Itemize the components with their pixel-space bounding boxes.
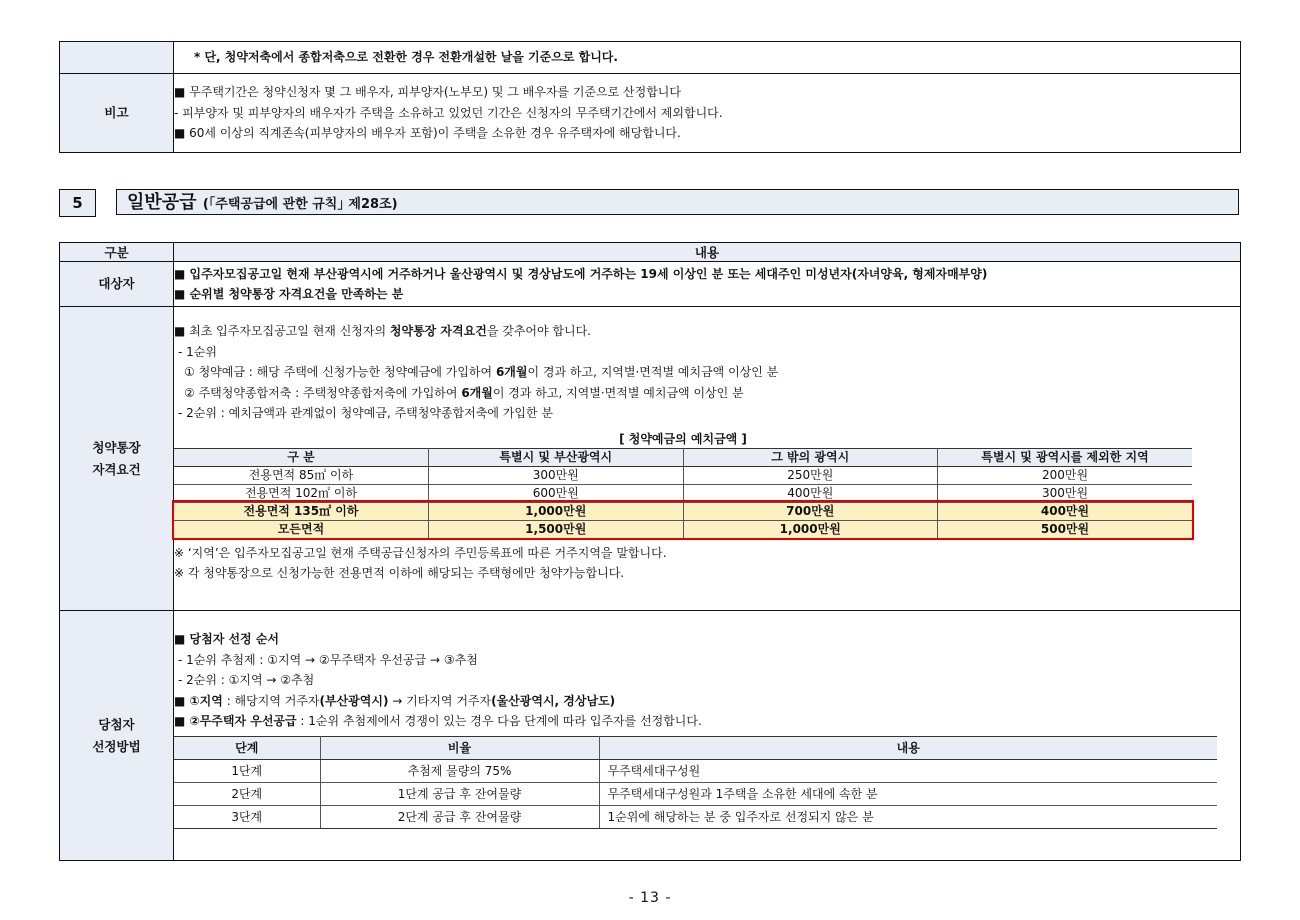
step-header-row xyxy=(174,736,1217,759)
selection-label-line-2: 선정방법 xyxy=(92,738,141,754)
step-table xyxy=(174,736,1217,829)
remarks-table xyxy=(59,41,1241,153)
step-cell: 1순위에 해당하는 분 중 입주자로 선정되지 않은 분 xyxy=(599,805,1217,828)
deposit-row xyxy=(174,484,1192,502)
empty-label-cell xyxy=(60,42,174,74)
rank1-item-1 xyxy=(174,362,1240,383)
selection-label xyxy=(60,611,174,861)
step-cell: 무주택세대구성원 xyxy=(599,759,1217,782)
deposit-row xyxy=(174,466,1192,484)
qualification-note-1: ※ ‘지역’은 입주자모집공고일 현재 주택공급신청자의 주민등록표에 따른 거주지역을 말합니다. xyxy=(174,545,667,560)
selection-region-line xyxy=(174,691,1240,712)
item2-text-end: 이 경과 하고, 지역별·면적별 예치금액 이상인 분 xyxy=(492,385,744,400)
target-label: 대상자 xyxy=(60,262,174,307)
qualification-label xyxy=(60,307,174,611)
selection-order-rank1: - 1순위 추첨제 : ①지역 → ②무주택자 우선공급 → ③추첨 xyxy=(178,652,478,667)
item1-text: ① 청약예금 : 해당 주택에 신청가능한 청약예금에 가입하여 xyxy=(184,365,496,379)
note-cell xyxy=(174,42,1241,74)
step-cell: 추첨제 물량의 75% xyxy=(320,759,599,782)
region-bold: ■ ①지역 xyxy=(174,693,223,708)
qualification-label-line-2: 자격요건 xyxy=(92,461,141,477)
selection-order-rank2: - 2순위 : ①지역 → ②추첨 xyxy=(178,673,315,687)
deposit-cell: 300만원 xyxy=(938,484,1193,502)
remark-line-1: ■ 무주택기간은 청약신청자 몇 그 배우자, 피부양자(노부모) 및 그 배우자를 기준으로 산정합니다 xyxy=(174,85,681,100)
section-subtitle: (｢주택공급에 관한 규칙｣ 제28조) xyxy=(202,197,398,212)
step-row xyxy=(174,759,1217,782)
remark-line-3: ■ 60세 이상의 직계존속(피부양자의 배우자 포함)이 주택을 소유한 경우 유주택자에 해당합니다. xyxy=(174,126,681,141)
deposit-cell: 400만원 xyxy=(938,502,1193,520)
step-cell: 무주택세대구성원과 1주택을 소유한 세대에 속한 분 xyxy=(599,782,1217,805)
section-title: 일반공급 xyxy=(127,192,197,213)
region-text: : 해당지역 거주자 xyxy=(222,693,320,708)
qualification-note-2: ※ 각 청약통장으로 신청가능한 전용면적 이하에 해당되는 주택형에만 청약가능합니다. xyxy=(174,566,625,580)
item1-text-end: 이 경과 하고, 지역별·면적별 예치금액 이상인 분 xyxy=(527,365,779,379)
priority-text: : 1순위 추첨제에서 경쟁이 있는 경우 다음 단계에 따라 입주자를 선정합니다. xyxy=(296,714,702,728)
deposit-cell: 250만원 xyxy=(683,466,938,484)
step-row xyxy=(174,805,1217,828)
deposit-cell: 400만원 xyxy=(683,484,938,502)
step-cell: 3단계 xyxy=(174,805,320,828)
deposit-caption: [ 청약예금의 예치금액 ] xyxy=(619,431,747,446)
selection-order-title: ■ 당첨자 선정 순서 xyxy=(174,632,280,646)
deposit-header-category: 구 분 xyxy=(174,448,429,466)
general-supply-table xyxy=(59,242,1241,861)
rank1-heading: - 1순위 xyxy=(178,344,217,359)
deposit-cell: 전용면적 85㎡ 이하 xyxy=(174,466,429,484)
deposit-cell: 1,500만원 xyxy=(429,520,684,538)
intro-bold: 청약통장 자격요건 xyxy=(389,324,487,338)
deposit-header-busan: 특별시 및 부산광역시 xyxy=(429,448,684,466)
deposit-header-row xyxy=(174,448,1192,466)
item1-bold: 6개월 xyxy=(495,365,528,379)
selection-content xyxy=(174,611,1241,861)
deposit-header-other-region: 특별시 및 광역시를 제외한 지역 xyxy=(938,448,1193,466)
section-number: 5 xyxy=(59,189,96,217)
section-header xyxy=(59,189,1241,217)
step-header-content: 내용 xyxy=(599,736,1217,759)
target-content xyxy=(174,262,1241,307)
remark-content xyxy=(174,74,1241,153)
deposit-cell: 200만원 xyxy=(938,466,1193,484)
rank2-line: - 2순위 : 예치금액과 관계없이 청약예금, 주택청약종합저축에 가입한 분 xyxy=(178,406,553,420)
page-number: - 13 - xyxy=(628,890,672,906)
rank1-item-2 xyxy=(174,383,1240,404)
deposit-cell: 1,000만원 xyxy=(683,520,938,538)
intro-text-end: 을 갖추어야 합니다. xyxy=(486,324,591,338)
priority-bold: ■ ②무주택자 우선공급 xyxy=(174,714,297,728)
deposit-row-highlighted xyxy=(174,502,1192,520)
deposit-header-other-metro: 그 밖의 광역시 xyxy=(683,448,938,466)
region-busan: (부산광역시) xyxy=(319,693,389,708)
target-line-1: ■ 입주자모집공고일 현재 부산광역시에 거주하거나 울산광역시 및 경상남도에 거주하는 19세 이상인 분 또는 세대주인 미성년자(자녀양육, 형제자매부양) xyxy=(174,266,988,281)
step-row xyxy=(174,782,1217,805)
deposit-cell: 전용면적 135㎡ 이하 xyxy=(174,502,429,520)
intro-text: ■ 최초 입주자모집공고일 현재 신청자의 xyxy=(174,324,390,338)
item2-text: ② 주택청약종합저축 : 주택청약종합저축에 가입하여 xyxy=(184,385,462,400)
deposit-cell: 모든면적 xyxy=(174,520,429,538)
step-header-ratio: 비율 xyxy=(320,736,599,759)
section-title-box xyxy=(116,189,1239,215)
deposit-cell: 1,000만원 xyxy=(429,502,684,520)
deposit-cell: 300만원 xyxy=(429,466,684,484)
selection-label-line-1: 당첨자 xyxy=(98,716,135,732)
qualification-label-line-1: 청약통장 xyxy=(92,439,141,455)
step-cell: 2단계 xyxy=(174,782,320,805)
step-cell: 2단계 공급 후 잔여물량 xyxy=(320,805,599,828)
deposit-cell: 전용면적 102㎡ 이하 xyxy=(174,484,429,502)
item2-bold: 6개월 xyxy=(461,385,493,400)
deposit-cell: 500만원 xyxy=(938,520,1193,538)
remark-line-2: - 피부양자 및 피부양자의 배우자가 주택을 소유하고 있었던 기간은 신청자의 무주택기간에서 제외합니다. xyxy=(174,105,723,120)
step-cell: 1단계 공급 후 잔여물량 xyxy=(320,782,599,805)
header-col-content: 내용 xyxy=(174,243,1241,262)
target-line-2: ■ 순위별 청약통장 자격요건을 만족하는 분 xyxy=(174,287,404,301)
qualification-intro xyxy=(174,321,1240,342)
selection-priority-line xyxy=(174,711,1240,732)
deposit-row-highlighted xyxy=(174,520,1192,538)
region-others: (울산광역시, 경상남도) xyxy=(491,693,616,708)
conversion-note: * 단, 청약저축에서 종합저축으로 전환한 경우 전환개설한 날을 기준으로 합니다. xyxy=(194,50,618,65)
region-text-2: → 기타지역 거주자 xyxy=(388,693,492,708)
header-col-category: 구분 xyxy=(60,243,174,262)
remark-label: 비고 xyxy=(60,74,174,153)
step-header-stage: 단계 xyxy=(174,736,320,759)
deposit-table xyxy=(174,448,1192,539)
deposit-cell: 600만원 xyxy=(429,484,684,502)
qualification-content xyxy=(174,307,1241,611)
deposit-cell: 700만원 xyxy=(683,502,938,520)
step-cell: 1단계 xyxy=(174,759,320,782)
